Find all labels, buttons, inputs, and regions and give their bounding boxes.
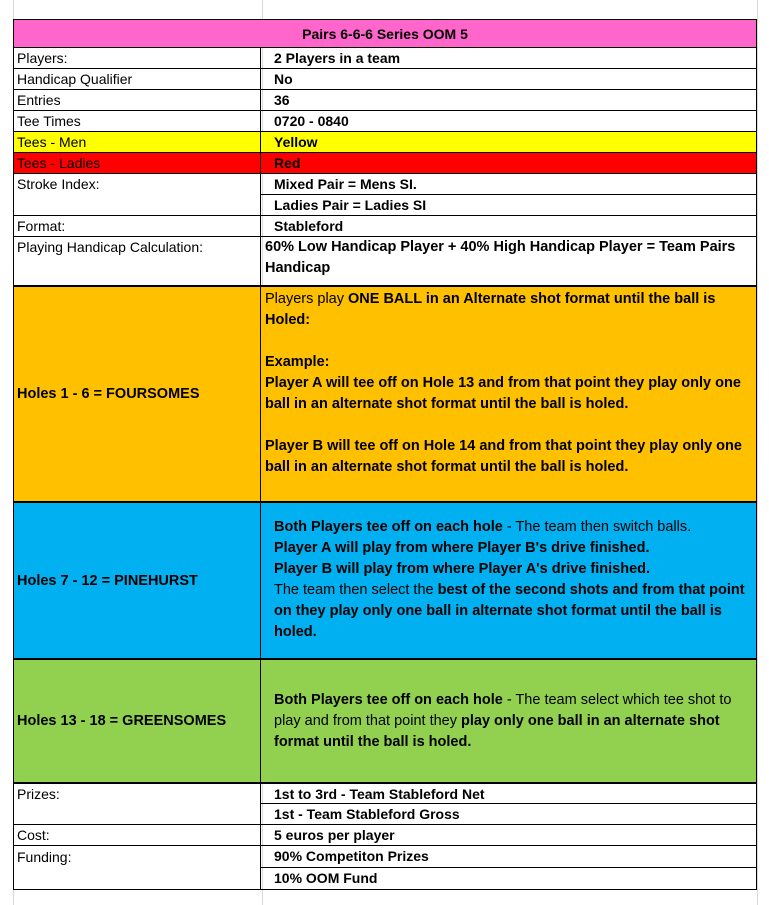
pinehurst-l1-bold: Both Players tee off on each hole — [274, 519, 503, 535]
competition-sheet — [13, 19, 757, 890]
label-pinehurst: Holes 7 - 12 = PINEHURST — [14, 503, 261, 658]
pinehurst-line-3: Player B will play from where Player A's drive finished. — [274, 561, 651, 577]
value-cost: 5 euros per player — [274, 827, 395, 843]
greensomes-bold-1: Both Players tee off on each hole — [274, 691, 503, 708]
value-handicap-qualifier: No — [274, 71, 293, 87]
value-players: 2 Players in a team — [274, 50, 401, 66]
label-greensomes: Holes 13 - 18 = GREENSOMES — [14, 660, 261, 782]
value-tees-men: Yellow — [274, 134, 318, 150]
greensomes-bold-2: play only one ball in an alternate shot format until the ball is holed. — [274, 712, 720, 750]
funding-prizes: 90% Competiton Prizes — [261, 846, 756, 868]
prize-net: 1st to 3rd - Team Stableford Net — [261, 784, 756, 804]
label-tees-men: Tees - Men — [14, 132, 261, 152]
row-tees-men — [13, 132, 757, 153]
pinehurst-line-2: Player A will play from where Player B's drive finished. — [274, 540, 650, 556]
label-tee-times: Tee Times — [14, 111, 261, 131]
value-entries: 36 — [274, 92, 290, 108]
pinehurst-l4-bold: best of the second shots and from that point on they play only one ball in alternate shot format until the ball is holed. — [274, 582, 745, 640]
spacer — [265, 415, 752, 436]
foursomes-intro-bold: ONE BALL in an Alternate shot format until the ball is Holed: — [265, 291, 716, 328]
desc-foursomes — [261, 287, 756, 501]
pinehurst-line-1 — [274, 517, 750, 538]
label-tees-ladies: Tees - Ladies — [14, 153, 261, 173]
label-handicap-qualifier: Handicap Qualifier — [14, 69, 261, 89]
value-format: Stableford — [274, 218, 344, 234]
label-cost: Cost: — [14, 825, 261, 845]
funding-oom: 10% OOM Fund — [274, 870, 378, 887]
foursomes-intro — [265, 289, 752, 331]
label-playing-handicap: Playing Handicap Calculation: — [14, 237, 261, 285]
foursomes-intro-normal: Players play — [265, 291, 349, 307]
row-cost — [13, 825, 757, 846]
prize-gross: 1st - Team Stableford Gross — [274, 806, 460, 823]
block-foursomes — [13, 286, 757, 502]
block-greensomes — [13, 659, 757, 783]
pinehurst-line-4 — [274, 580, 750, 643]
spacer — [265, 331, 752, 352]
value-tee-times: 0720 - 0840 — [274, 113, 349, 129]
pinehurst-l4-normal: The team then select the — [274, 582, 438, 598]
grid-line — [757, 0, 758, 905]
foursomes-player-b: Player B will tee off on Hole 14 and from that point they play only one ball in an alternate shot format until the ball is holed. — [265, 438, 742, 475]
label-prizes: Prizes: — [14, 784, 261, 824]
foursomes-example: Example: — [265, 354, 330, 370]
stroke-index-mixed: Mixed Pair = Mens SI. — [261, 174, 756, 195]
row-format — [13, 216, 757, 237]
foursomes-player-a: Player A will tee off on Hole 13 and from that point they play only one ball in an alternate shot format until the ball is holed. — [265, 375, 741, 412]
label-funding: Funding: — [14, 846, 261, 889]
value-tees-ladies: Red — [274, 155, 301, 171]
value-funding — [261, 846, 756, 889]
value-playing-handicap: 60% Low Handicap Player + 40% High Handicap Player = Team Pairs Handicap — [265, 239, 736, 276]
row-handicap-qualifier — [13, 69, 757, 90]
stroke-index-ladies: Ladies Pair = Ladies SI — [274, 196, 427, 213]
row-players — [13, 48, 757, 69]
row-funding — [13, 846, 757, 890]
row-prizes — [13, 783, 757, 825]
label-players: Players: — [14, 48, 261, 68]
row-entries — [13, 90, 757, 111]
label-stroke-index: Stroke Index: — [14, 174, 261, 215]
row-playing-handicap — [13, 237, 757, 286]
desc-greensomes — [261, 690, 756, 753]
label-foursomes: Holes 1 - 6 = FOURSOMES — [14, 287, 261, 501]
pinehurst-l1-normal: - The team then switch balls. — [502, 519, 692, 535]
row-tees-ladies — [13, 153, 757, 174]
desc-pinehurst — [261, 503, 756, 658]
title-text: Pairs 6-6-6 Series OOM 5 — [302, 25, 468, 42]
sheet-title — [13, 19, 757, 48]
label-entries: Entries — [14, 90, 261, 110]
row-tee-times — [13, 111, 757, 132]
greensomes-normal: - The team select which tee shot to play and from that point they — [274, 691, 732, 729]
value-stroke-index — [261, 174, 756, 215]
block-pinehurst — [13, 502, 757, 659]
row-stroke-index — [13, 174, 757, 216]
label-format: Format: — [14, 216, 261, 236]
value-prizes — [261, 784, 756, 824]
